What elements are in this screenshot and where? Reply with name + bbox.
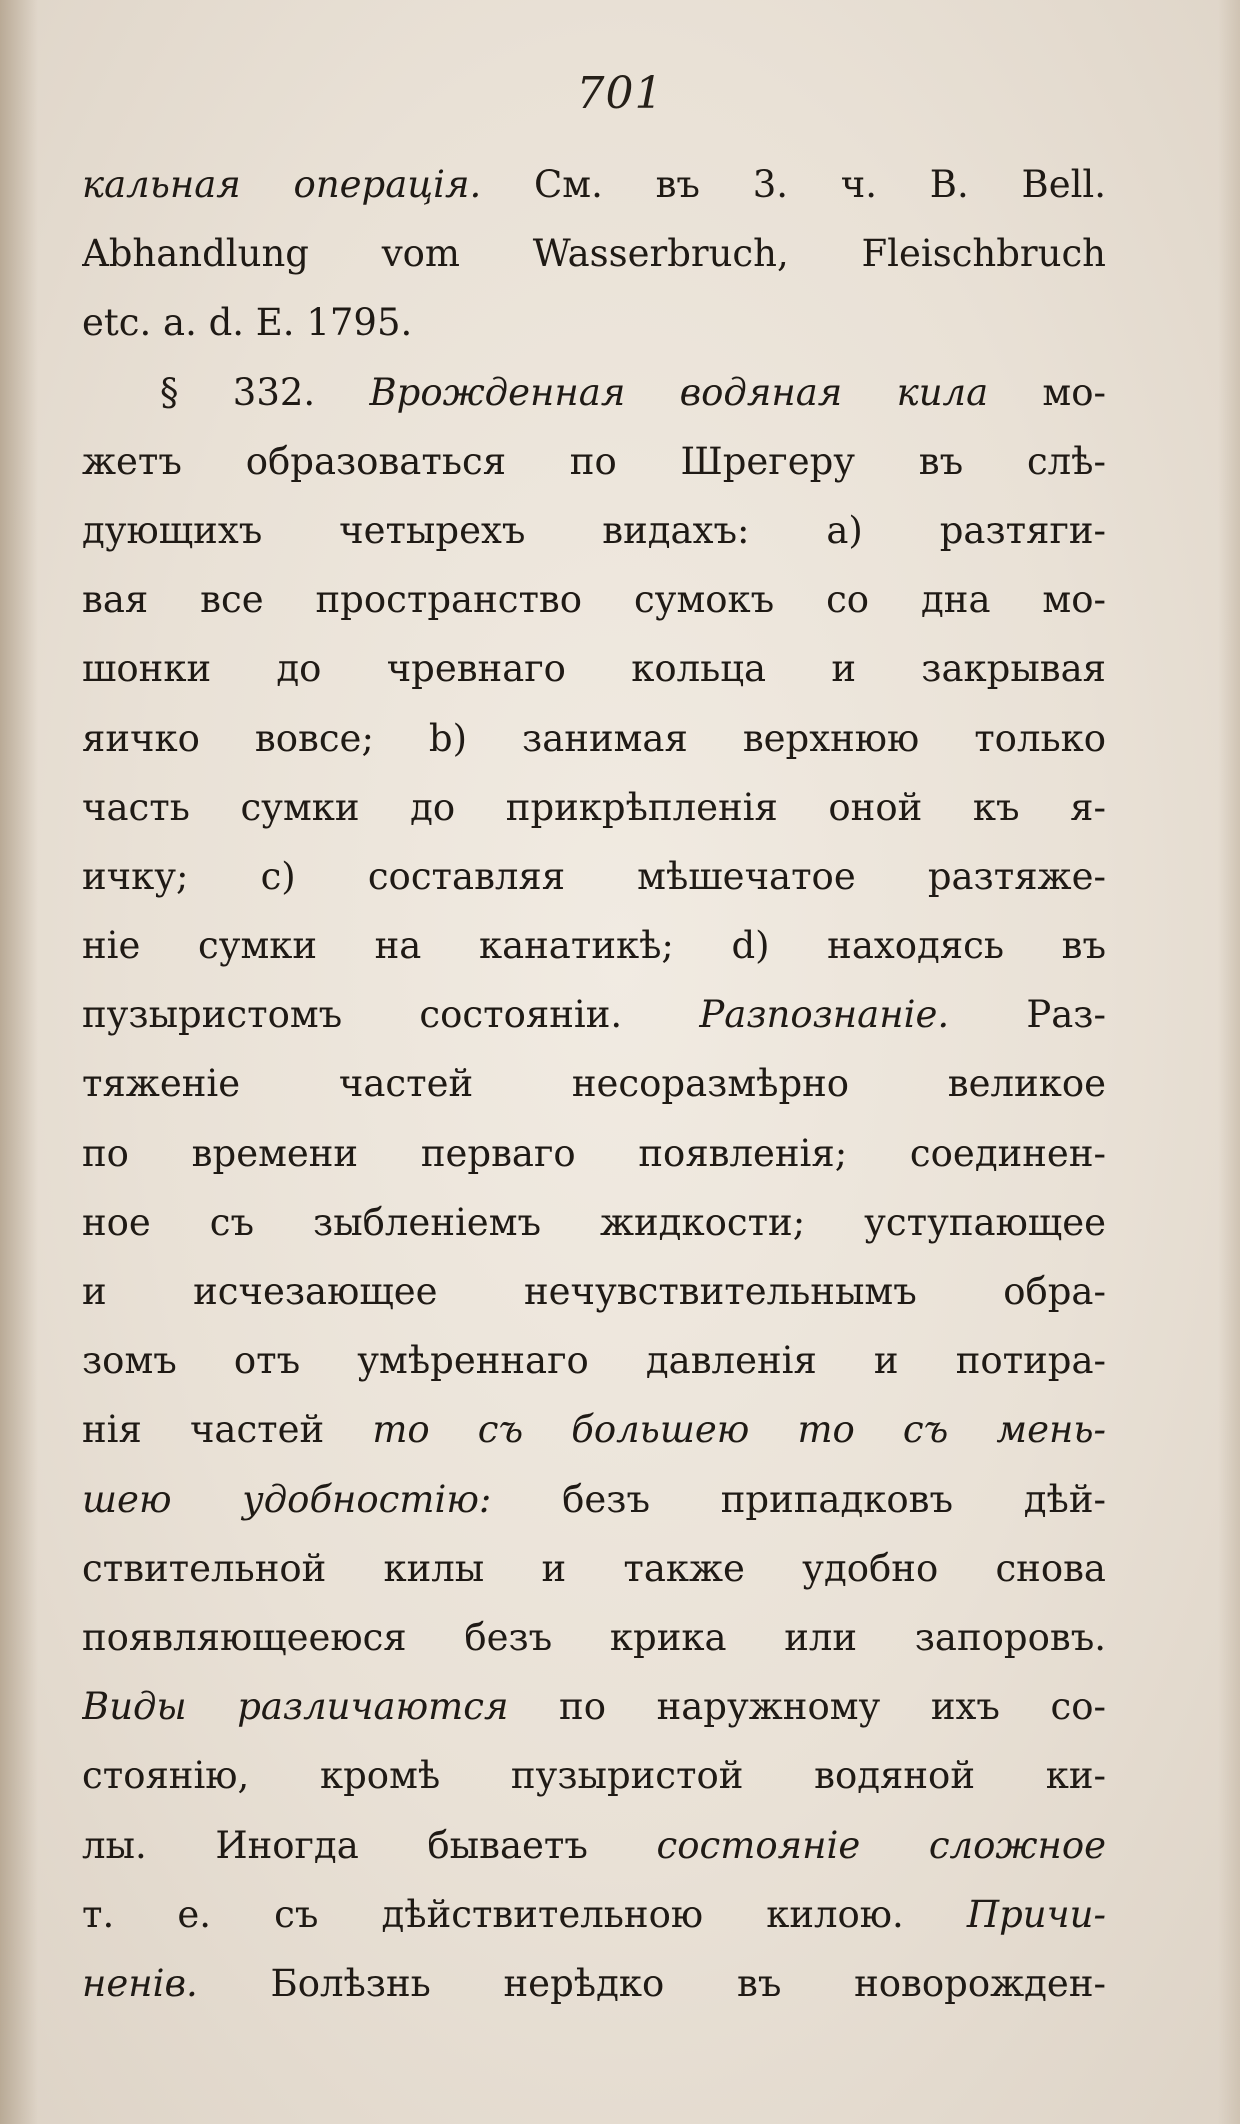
text-run: зомъ отъ умѣреннаго давленія и потира- (82, 1339, 1106, 1383)
text-line (82, 980, 1106, 1049)
text-run: См. въ 3. ч. B. Bell. (481, 163, 1106, 206)
text-run: вая все пространство сумокъ со дна мо- (82, 578, 1106, 622)
italic-text-run: Врожденная водяная кила (369, 370, 989, 414)
text-run: тяженіе частей несоразмѣрно великое (82, 1062, 1106, 1106)
italic-text-run: кальная операція. (82, 163, 482, 206)
text-run: появляющееюся безъ крика или запоровъ. (82, 1615, 1106, 1659)
text-run: безъ припадковъ дѣй- (491, 1477, 1106, 1521)
text-run: ичку; c) составляя мѣшечатое разтяже- (82, 854, 1106, 898)
text-run: § 332. (160, 370, 370, 414)
text-run: ное съ зыбленіемъ жидкости; уступающее (82, 1200, 1106, 1244)
text-run: стоянію, кромѣ пузыристой водяной ки- (82, 1754, 1106, 1798)
text-line (82, 704, 1106, 773)
italic-text-run: шею удобностію: (82, 1477, 492, 1521)
text-line (82, 1603, 1106, 1672)
page-text (82, 150, 1106, 2018)
text-run: по наружному ихъ со- (508, 1685, 1106, 1729)
text-run: часть сумки до прикрѣпленія оной къ я- (82, 785, 1106, 829)
text-line (82, 1465, 1106, 1534)
text-run: мо- (988, 370, 1106, 414)
text-line (82, 1257, 1106, 1326)
italic-text-run: Виды различаются (82, 1685, 509, 1729)
text-line (82, 1188, 1106, 1257)
text-run: etc. a. d. E. 1795. (82, 301, 413, 345)
text-line (82, 1395, 1106, 1464)
italic-text-run: Причи- (966, 1892, 1106, 1936)
text-run: шонки до чревнаго кольца и закрывая (82, 647, 1106, 691)
text-line (82, 288, 1106, 357)
text-line (82, 1811, 1106, 1880)
text-line (82, 1049, 1106, 1118)
text-run: нія частей (82, 1408, 373, 1452)
text-line (82, 1949, 1106, 2018)
text-line (82, 427, 1106, 496)
text-line (82, 150, 1106, 219)
italic-text-run: то съ большею то съ мень- (372, 1408, 1106, 1452)
text-line (82, 1119, 1106, 1188)
text-run: Раз- (949, 993, 1106, 1037)
text-line (82, 496, 1106, 565)
text-line (82, 911, 1106, 980)
text-line (82, 1326, 1106, 1395)
text-run: жетъ образоваться по Шрегеру въ слѣ- (82, 439, 1106, 483)
text-line (82, 773, 1106, 842)
text-line (82, 1880, 1106, 1949)
text-line (82, 565, 1106, 634)
text-run: Болѣзнь нерѣдко въ новорожден- (197, 1961, 1106, 2005)
text-run: лы. Иногда бываетъ (82, 1823, 657, 1867)
text-run: и исчезающее нечувствительнымъ обра- (82, 1270, 1106, 1313)
italic-text-run: ненів. (82, 1961, 198, 2005)
text-run: пузыристомъ состояніи. (82, 993, 700, 1037)
text-run: Abhandlung vom Wasserbruch, Fleischbruch (82, 232, 1106, 276)
text-line (82, 1672, 1106, 1741)
text-run: по времени перваго появленія; соединен- (82, 1131, 1106, 1175)
text-line (82, 358, 1106, 427)
text-run: яичко вовсе; b) занимая верхнюю только (82, 716, 1106, 760)
text-line (82, 219, 1106, 288)
italic-text-run: состояніе сложное (656, 1823, 1106, 1867)
text-line (82, 1534, 1106, 1603)
page-number: 701 (576, 68, 664, 119)
text-line (82, 634, 1106, 703)
text-line (82, 1741, 1106, 1810)
text-run: дующихъ четырехъ видахъ: а) разтяги- (82, 508, 1106, 552)
italic-text-run: Разпознаніе. (699, 993, 950, 1037)
text-line (82, 842, 1106, 911)
text-run: т. е. съ дѣйствительною килою. (82, 1892, 967, 1936)
text-run: ствительной килы и также удобно снова (82, 1546, 1106, 1590)
text-run: ніе сумки на канатикѣ; d) находясь въ (82, 924, 1106, 968)
